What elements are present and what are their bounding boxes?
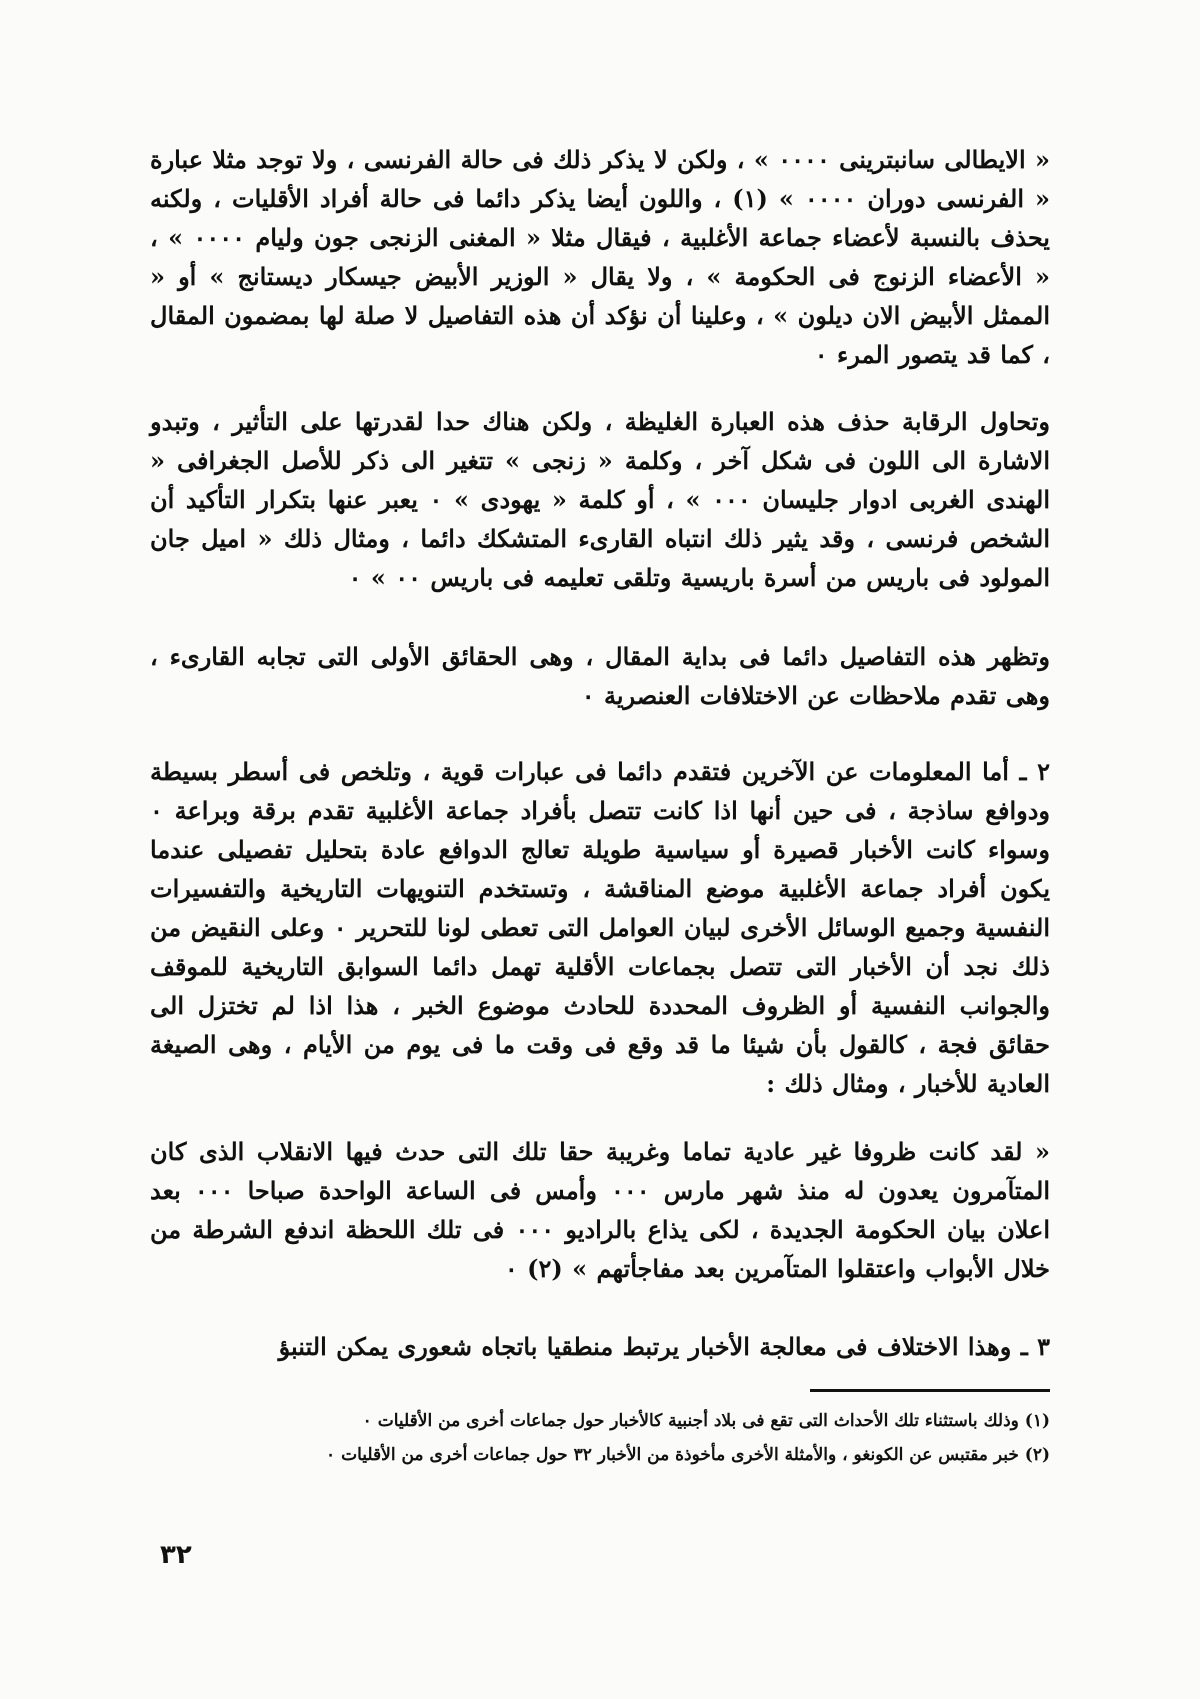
footnote-2: (٢) خبر مقتبس عن الكونغو ، والأمثلة الأخرى مأخوذة من الأخبار ٣٢ حول جماعات أخرى من الأقليات ٠ [326,1445,1050,1465]
paragraph-2: وتحاول الرقابة حذف هذه العبارة الغليظة ، ولكن هناك حدا لقدرتها على التأثير ، وتبدو الاشارة الى اللون فى شكل آخر ، وكلمة « زنجى » تتغير الى ذكر للأصل الجغرافى « الهندى الغربى ادوار جليسان ٠٠٠ » ، أو كلمة « يهودى » ٠ يعبر عنها بتكرار التأكيد أن الشخص فرنسى ، وقد يثير ذلك انتباه القارىء المتشكك دائما ، ومثال ذلك « اميل جان المولود فى باريس من أسرة باريسية وتلقى تعليمه فى باريس ٠٠ » ٠ [150,407,1050,592]
paragraph-1: « الايطالى سانبترينى ٠٠٠٠ » ، ولكن لا يذكر ذلك فى حالة الفرنسى ، ولا توجد مثلا عبارة « الفرنسى دوران ٠٠٠٠ » (١) ، واللون أيضا يذكر دائما فى حالة أفراد الأقليات ، ولكنه يحذف بالنسبة لأعضاء جماعة الأغلبية ، فيقال مثلا « المغنى الزنجى جون وليام ٠٠٠٠ » ، « الأعضاء الزنوج فى الحكومة » ، ولا يقال « الوزير الأبيض جيسكار ديستانج » أو « الممثل الأبيض الان ديلون » ، وعلينا أن نؤكد أن هذه التفاصيل لا صلة لها بمضمون المقال ، كما قد يتصور المرء ٠ [150,145,1051,369]
paragraph-6: ٣ ـ وهذا الاختلاف فى معالجة الأخبار يرتبط منطقيا باتجاه شعورى يمكن التنبؤ [278,1332,1050,1361]
paragraph-3: وتظهر هذه التفاصيل دائما فى بداية المقال ، وهى الحقائق الأولى التى تجابه القارىء ، وهى تقدم ملاحظات عن الاختلافات العنصرية ٠ [150,642,1050,710]
page-number: ٣٢ [160,1540,192,1570]
paragraph-5-quotation: « لقد كانت ظروفا غير عادية تماما وغريبة حقا تلك التى حدث فيها الانقلاب الذى كان المتآمرون يعدون له منذ شهر مارس ٠٠٠ وأمس فى الساعة الواحدة صباحا ٠٠٠ بعد اعلان بيان الحكومة الجديدة ، لكى يذاع بالراديو ٠٠٠ فى تلك اللحظة اندفع الشرطة من خلال الأبواب واعتقلوا المتآمرين بعد مفاجأتهم » (٢) ٠ [150,1137,1050,1283]
footnote-1: (١) وذلك باستثناء تلك الأحداث التى تقع فى بلاد أجنبية كالأخبار حول جماعات أخرى من الأقليات ٠ [362,1411,1050,1431]
footnote-divider [810,1389,1050,1392]
footnotes [150,1404,1050,1472]
paragraph-4: ٢ ـ أما المعلومات عن الآخرين فتقدم دائما فى عبارات قوية ، وتلخص فى أسطر بسيطة ودوافع ساذجة ، فى حين أنها اذا كانت تتصل بأفراد جماعة الأغلبية تقدم برقة وبراعة ٠ وسواء كانت الأخبار قصيرة أو سياسية طويلة تعالج الدوافع عادة بتحليل تفصيلى عندما يكون أفراد جماعة الأغلبية موضع المناقشة ، وتستخدم التنويهات التاريخية والتفسيرات النفسية وجميع الوسائل الأخرى لبيان العوامل التى تعطى لونا للتحرير ٠ وعلى النقيض من ذلك نجد أن الأخبار التى تتصل بجماعات الأقلية تهمل دائما السوابق التاريخية للموقف والجوانب النفسية أو الظروف المحددة للحادث موضوع الخبر ، هذا اذا لم تختزل الى حقائق فجة ، كالقول بأن شيئا ما قد وقع فى وقت ما فى يوم من الأيام ، وهى الصيغة العادية للأخبار ، ومثال ذلك : [150,757,1051,1098]
